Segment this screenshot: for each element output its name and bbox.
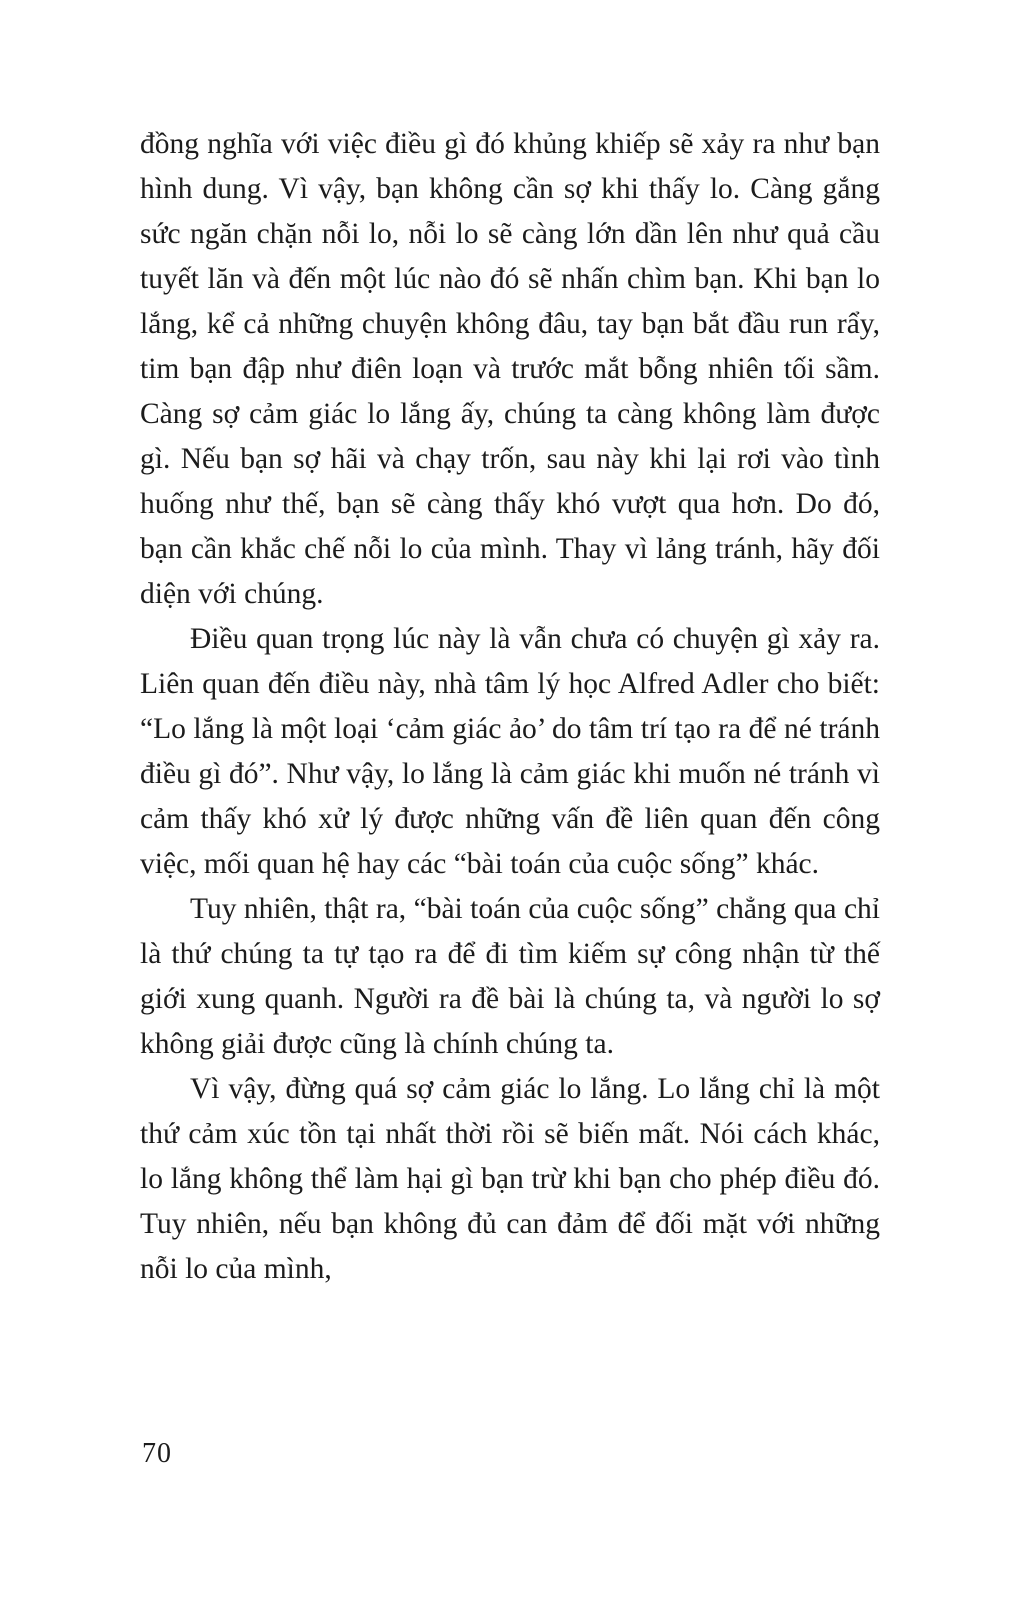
paragraph: Điều quan trọng lúc này là vẫn chưa có chuyện gì xảy ra. Liên quan đến điều này, nhà tâm lý học Alfred Adler cho biết: “Lo lắng là một loại ‘cảm giác ảo’ do tâm trí tạo ra để né tránh điều gì đó”. Như vậy, lo lắng là cảm giác khi muốn né tránh vì cảm thấy khó xử lý được những vấn đề liên quan đến công việc, mối quan hệ hay các “bài toán của cuộc sống” khác.	[140, 623, 880, 880]
paragraph-continuation: đồng nghĩa với việc điều gì đó khủng khiếp sẽ xảy ra như bạn hình dung. Vì vậy, bạn không cần sợ khi thấy lo. Càng gắng sức ngăn chặn nỗi lo, nỗi lo sẽ càng lớn dần lên như quả cầu tuyết lăn và đến một lúc nào đó sẽ nhấn chìm bạn. Khi bạn lo lắng, kể cả những chuyện không đâu, tay bạn bắt đầu run rẩy, tim bạn đập như điên loạn và trước mắt bỗng nhiên tối sầm. Càng sợ cảm giác lo lắng ấy, chúng ta càng không làm được gì. Nếu bạn sợ hãi và chạy trốn, sau này khi lại rơi vào tình huống như thế, bạn sẽ càng thấy khó vượt qua hơn. Do đó, bạn cần khắc chế nỗi lo của mình. Thay vì lảng tránh, hãy đối diện với chúng.	[140, 128, 880, 610]
paragraph: Vì vậy, đừng quá sợ cảm giác lo lắng. Lo lắng chỉ là một thứ cảm xúc tồn tại nhất thời rồi sẽ biến mất. Nói cách khác, lo lắng không thể làm hại gì bạn trừ khi bạn cho phép điều đó. Tuy nhiên, nếu bạn không đủ can đảm để đối mặt với những nỗi lo của mình,	[140, 1073, 880, 1285]
page-number: 70	[142, 1438, 172, 1469]
body-text	[140, 122, 880, 1292]
paragraph: Tuy nhiên, thật ra, “bài toán của cuộc sống” chẳng qua chỉ là thứ chúng ta tự tạo ra để đi tìm kiếm sự công nhận từ thế giới xung quanh. Người ra đề bài là chúng ta, và người lo sợ không giải được cũng là chính chúng ta.	[140, 893, 880, 1060]
